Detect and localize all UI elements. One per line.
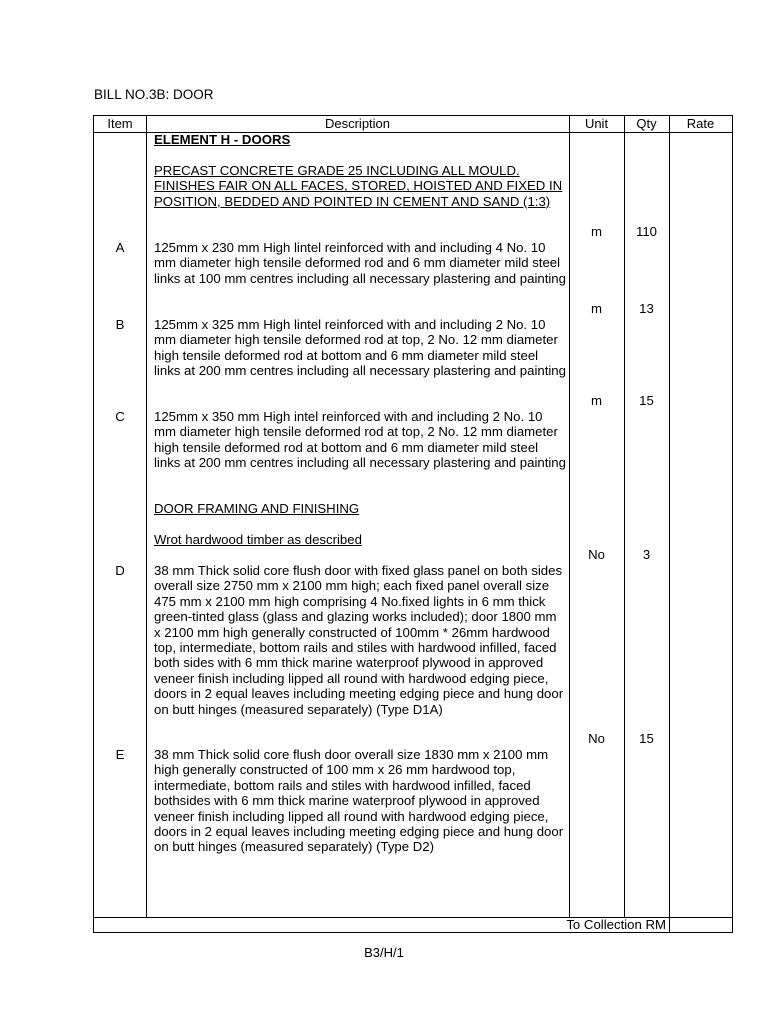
- header-qty: Qty: [636, 116, 657, 131]
- unit-a: m: [591, 224, 602, 239]
- qty-d: 3: [642, 547, 651, 562]
- bill-table: [93, 115, 733, 933]
- item-description-e: 38 mm Thick solid core flush door overall size 1830 mm x 2100 mm high generally constructed of 100 mm x 26 mm hardwood top, intermediate, bottom rails and stiles with hardwood infilled, faced bothsides with 6 mm thick marine waterproof plywood in approved veneer finish including lipped all round with hardwood edging piece, doors in 2 equal leaves including meeting edging piece and hung door on butt hinges (measured separately) (Type D2): [154, 747, 564, 855]
- item-label-e: E: [115, 747, 125, 762]
- item-description-a: 125mm x 230 mm High lintel reinforced with and including 4 No. 10 mm diameter high tensile deformed rod and 6 mm diameter mild steel links at 100 mm centres including all necessary plastering and painting: [154, 240, 566, 286]
- qty-b: 13: [639, 301, 654, 316]
- column-divider: [146, 116, 147, 917]
- unit-e: No: [588, 731, 605, 746]
- item-label-a: A: [115, 240, 125, 255]
- header-rate: Rate: [686, 116, 715, 131]
- subsection-heading: Wrot hardwood timber as described: [154, 532, 362, 547]
- item-description-b: 125mm x 325 mm High lintel reinforced with and including 2 No. 10 mm diameter high tensile deformed rod at top, 2 No. 12 mm diameter high tensile deformed rod at bottom and 6 mm diameter mild steel links at 200 mm centres including all necessary plastering and painting: [154, 317, 566, 379]
- header-unit: Unit: [584, 116, 609, 131]
- section-heading-precast: PRECAST CONCRETE GRADE 25 INCLUDING ALL MOULD. FINISHES FAIR ON ALL FACES, STORED, HOISTED AND FIXED IN POSITION, BEDDED AND POINTED IN CEMENT AND SAND (1:3): [154, 163, 563, 209]
- qty-c: 15: [639, 393, 654, 408]
- item-label-d: D: [115, 563, 125, 578]
- item-description-c: 125mm x 350 mm High intel reinforced with and including 2 No. 10 mm diameter high tensile deformed rod at top, 2 No. 12 mm diameter high tensile deformed rod at bottom and 6 mm diameter mild steel links at 200 mm centres including all necessary plastering and painting: [154, 409, 566, 471]
- collection-label: To Collection RM: [566, 917, 666, 932]
- header-description: Description: [324, 116, 391, 131]
- header-item: Item: [107, 116, 133, 131]
- unit-b: m: [591, 301, 602, 316]
- qty-e: 15: [639, 731, 654, 746]
- page-number: B3/H/1: [364, 945, 404, 960]
- bill-title: BILL NO.3B: DOOR: [94, 87, 214, 102]
- item-label-b: B: [115, 317, 125, 332]
- item-description-d: 38 mm Thick solid core flush door with fixed glass panel on both sides overall size 2750 mm x 2100 mm high; each fixed panel overall size 475 mm x 2100 mm high comprising 4 No.fixed lights in 6 mm thick green-tinted glass (glass and glazing works included); door 1800 mm x 2100 mm high generally constructed of 100mm * 26mm hardwood top, intermediate, bottom rails and stiles with hardwood infilled, faced both sides with 6 mm thick marine waterproof plywood in approved veneer finish including lipped all round with hardwood edging piece, doors in 2 equal leaves including meeting edging piece and hung door on butt hinges (measured separately) (Type D1A): [154, 563, 564, 717]
- element-heading: ELEMENT H - DOORS: [154, 132, 291, 147]
- column-divider: [669, 116, 670, 933]
- unit-c: m: [591, 393, 602, 408]
- section-heading-door-framing: DOOR FRAMING AND FINISHING: [154, 501, 360, 516]
- qty-a: 110: [635, 224, 658, 239]
- unit-d: No: [588, 547, 605, 562]
- item-label-c: C: [115, 409, 125, 424]
